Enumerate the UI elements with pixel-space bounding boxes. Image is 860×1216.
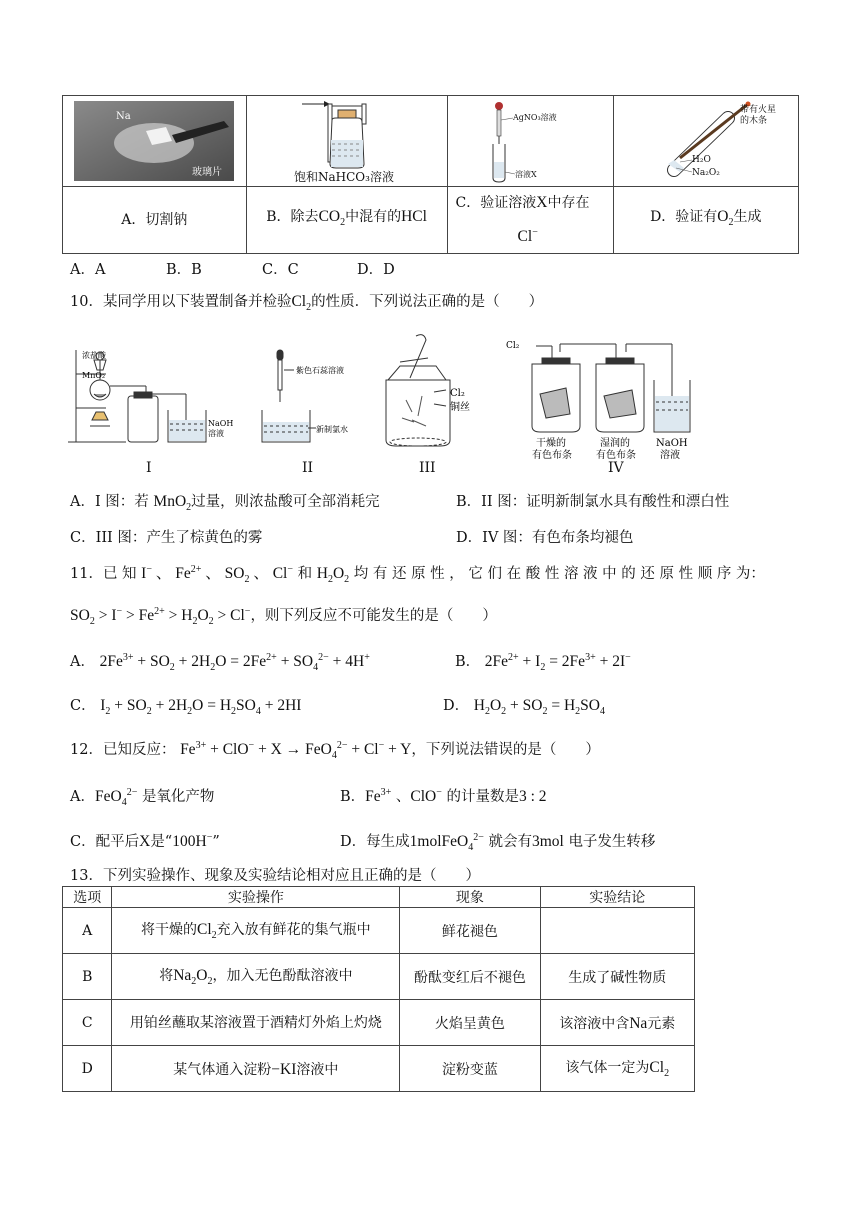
q9-a-na-label: Na (116, 111, 132, 122)
q12-stem: 12．已知反应： $Fe^{3+} + ClO^- + X \to FeO_4^{2-} + Cl^- + Y$，下列说法错误的是（ ） (70, 739, 600, 762)
q10-fig-number-II: II (302, 460, 314, 476)
q13-row-b-option: B (63, 954, 112, 1000)
q9-d-na2o2-label: Na₂O₂ (691, 168, 720, 178)
q13-row-d-conclusion: 该气体一定为$Cl_2$ (540, 1046, 694, 1092)
q10-fig-IV (532, 344, 690, 432)
q9-choice-b[interactable]: B．B (166, 262, 202, 278)
q13-row-b-operation: 将$Na_2O_2$，加入无色酚酞溶液中 (112, 954, 400, 1000)
q10-fig-I-acid-label: 浓盐酸 (82, 351, 106, 360)
q11-option-c[interactable]: C． $I_2 + SO_2 + 2H_2O = H_2SO_4 + 2HI$ (70, 697, 302, 718)
q9-d-stick-label-2: 的木条 (739, 116, 767, 126)
q9-caption-b: B．除去$CO_2$中混有的HCl (246, 187, 447, 254)
q9-caption-c: C．验证溶液X中存在 Cl− (447, 187, 613, 254)
q13-row-c-phenomenon: 火焰呈黄色 (400, 1000, 540, 1046)
q10-fig-IV-cl2-label: Cl₂ (506, 341, 520, 351)
q13-row-a-option: A (63, 908, 112, 954)
q13-row-b-phenomenon: 酚酞变红后不褪色 (400, 954, 540, 1000)
q13-row-d-operation: 某气体通入淀粉−KI溶液中 (112, 1046, 400, 1092)
q13-row-a-conclusion (540, 908, 694, 954)
q12-option-b[interactable]: B．$Fe^{3+}$ 、ClO− 的计量数是3 : 2 (340, 786, 547, 805)
q10-option-b[interactable]: B．II 图：证明新制氯水具有酸性和漂白性 (456, 494, 730, 510)
q11-option-d[interactable]: D． $H_2O_2 + SO_2 = H_2SO_4$ (443, 697, 605, 718)
q9-c-x-label: 溶液X (515, 170, 537, 179)
q11-stem-line-2: $SO_2 > I^- > Fe^{2+} > H_2O_2 > Cl^-$，则下列反应不可能发生的是（ ） (70, 605, 497, 628)
q9-table (62, 95, 799, 254)
q10-fig-III (386, 335, 450, 446)
table-row (63, 1000, 695, 1046)
table-row (63, 1046, 695, 1092)
q11-option-a[interactable]: A． $2Fe^{3+} + SO_2 + 2H_2O = 2Fe^{2+} + SO_4^{2-} + 4H^+$ (70, 651, 370, 674)
q9-choice-c[interactable]: C．C (262, 262, 299, 278)
q9-image-a (63, 96, 247, 187)
q10-fig-IV-naoh-label-1: NaOH (656, 438, 688, 449)
q10-fig-IV-dry-label-2: 有色布条 (532, 450, 572, 461)
q9-image-c (447, 96, 613, 187)
q11-stem-line-1: 11．已 知 I− 、 $Fe^{2+}$ 、 $SO_2$ 、 Cl− 和 $H_2O_2$ 均 有 还 原 性 ， 它 们 在 酸 性 溶 液 中 的 还 原 性 顺 序 为： (70, 563, 765, 586)
q9-b-label: 饱和NaHCO₃溶液 (293, 170, 394, 184)
q12-option-c[interactable]: C．配平后X是“100H−” (70, 831, 220, 850)
q10-fig-number-IV: IV (608, 460, 624, 476)
q9-caption-a: A．切割钠 (63, 187, 247, 254)
q9-a-glass-label: 玻璃片 (192, 167, 223, 178)
q10-fig-III-cl2-label: Cl₂ (450, 388, 465, 399)
q13-row-c-option: C (63, 1000, 112, 1046)
q10-fig-I-naoh-label: NaOH (208, 419, 234, 428)
q13-row-a-phenomenon: 鲜花褪色 (400, 908, 540, 954)
q9-choice-d[interactable]: D．D (357, 262, 395, 278)
q13-header-operation: 实验操作 (112, 887, 400, 908)
q9-image-b (246, 96, 447, 187)
q10-fig-number-I: I (146, 460, 152, 476)
q10-figure (66, 330, 746, 480)
q13-row-d-phenomenon: 淀粉变蓝 (400, 1046, 540, 1092)
q10-fig-II-water-label: 新制氯水 (316, 425, 348, 434)
q10-option-a[interactable]: A．I 图：若 MnO$_2$过量，则浓盐酸可全部消耗完 (70, 493, 380, 514)
q10-fig-I (68, 350, 206, 442)
q9-image-d (613, 96, 798, 187)
q13-stem: 13．下列实验操作、现象及实验结论相对应且正确的是（ ） (70, 868, 480, 884)
q12-option-d[interactable]: D．每生成1molFeO$_4^{2-}$ 就会有3mol 电子发生转移 (340, 831, 656, 854)
q13-header-conclusion: 实验结论 (540, 887, 694, 908)
q12-option-a[interactable]: A．FeO$_4^{2-}$ 是氧化产物 (70, 786, 215, 809)
q9-c-agno3-label: AgNO₃溶液 (513, 113, 557, 122)
q9-caption-d: D．验证有$O_2$生成 (613, 187, 798, 254)
q13-row-c-operation: 用铂丝蘸取某溶液置于酒精灯外焰上灼烧 (112, 1000, 400, 1046)
q13-header-option: 选项 (63, 887, 112, 908)
q10-fig-IV-wet-label-2: 有色布条 (596, 450, 636, 461)
q10-option-c[interactable]: C．III 图：产生了棕黄色的雾 (70, 530, 263, 546)
q10-stem: 10．某同学用以下装置制备并检验$Cl_2$的性质．下列说法正确的是（ ） (70, 293, 544, 314)
q9-d-h2o-label: H₂O (691, 155, 711, 165)
q10-fig-II (262, 350, 316, 442)
q9-choice-a[interactable]: A．A (70, 262, 106, 278)
q10-fig-III-cu-label: 铜丝 (450, 402, 470, 413)
q13-row-d-option: D (63, 1046, 112, 1092)
q11-option-b[interactable]: B． $2Fe^{2+} + I_2 = 2Fe^{3+} + 2I^-$ (455, 651, 631, 674)
q9-d-stick-label-1: 带有火星 (739, 105, 776, 115)
q10-fig-number-III: III (419, 460, 436, 476)
q10-fig-IV-naoh-label-2: 溶液 (660, 450, 680, 461)
table-row (63, 954, 695, 1000)
q13-row-a-operation: 将干燥的$Cl_2$充入放有鲜花的集气瓶中 (112, 908, 400, 954)
q10-fig-II-litmus-label: 紫色石蕊溶液 (296, 366, 344, 375)
q10-fig-I-mno2-label: MnO₂ (82, 371, 106, 380)
q13-table (62, 886, 695, 1092)
q13-header-phenomenon: 现象 (400, 887, 540, 908)
q10-fig-IV-dry-label-1: 干燥的 (536, 438, 566, 449)
q10-option-d[interactable]: D．IV 图：有色布条均褪色 (456, 530, 634, 546)
q10-fig-I-sol-label: 溶液 (208, 429, 224, 438)
q13-row-c-conclusion: 该溶液中含Na元素 (540, 1000, 694, 1046)
q10-fig-IV-wet-label-1: 湿润的 (600, 438, 630, 449)
table-row (63, 908, 695, 954)
q13-row-b-conclusion: 生成了碱性物质 (540, 954, 694, 1000)
